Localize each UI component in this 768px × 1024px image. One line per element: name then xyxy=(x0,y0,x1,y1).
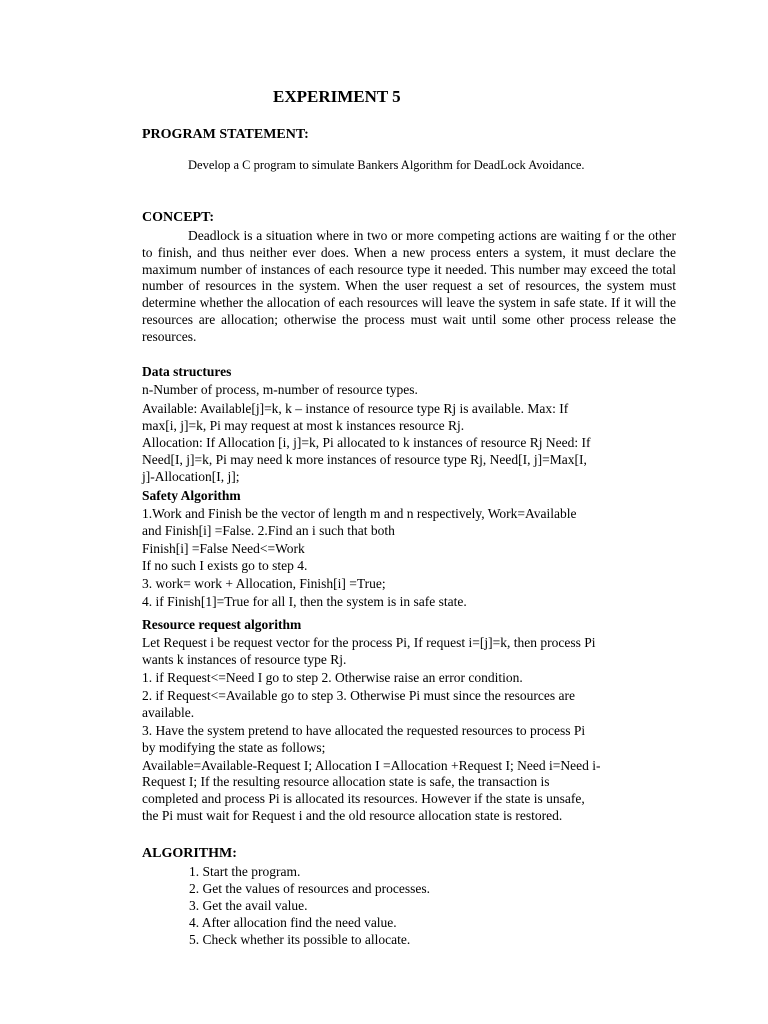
text-line: completed and process Pi is allocated its resources. However if the state is unsafe, xyxy=(142,791,585,807)
text-line: 1. if Request<=Need I go to step 2. Otherwise raise an error condition. xyxy=(142,669,523,685)
text-line: 2. if Request<=Available go to step 3. Otherwise Pi must since the resources are xyxy=(142,688,575,704)
text-line: 4. if Finish[1]=True for all I, then the system is in safe state. xyxy=(142,593,467,609)
algorithm-step: 3. Get the avail value. xyxy=(189,898,308,913)
text-line: 1.Work and Finish be the vector of length m and n respectively, Work=Available xyxy=(142,506,577,521)
concept-paragraph: Deadlock is a situation where in two or more competing actions are waiting f or the other to finish, and thus neither ever does. When a new process enters a system, it must declare the maximum number of instances of each resource type it needed. This number may exceed the total number of resources in the system. When the user request a set of resources, the system must determine whether the allocation of each resources will leave the system in safe state. If it will the resources are allocation; otherwise the process must wait until some other process release the resources. xyxy=(142,228,676,344)
text-line: If no such I exists go to step 4. xyxy=(142,558,308,574)
resource-request-heading: Resource request algorithm xyxy=(142,617,302,632)
algorithm-step: 2. Get the values of resources and processes. xyxy=(189,881,431,896)
text-line: Available: Available[j]=k, k – instance of resource type Rj is available. Max: If xyxy=(142,400,569,416)
resource-request-text xyxy=(142,635,682,825)
algorithm-heading: ALGORITHM: xyxy=(142,846,237,861)
text-line: Available=Available-Request I; Allocation I =Allocation +Request I; Need i=Need i- xyxy=(142,757,601,773)
text-line: Finish[i] =False Need<=Work xyxy=(142,540,305,556)
text-line: by modifying the state as follows; xyxy=(142,739,326,755)
text-line: Let Request i be request vector for the process Pi, If request i=[j]=k, then process Pi xyxy=(142,635,596,650)
text-line: Request I; If the resulting resource allocation state is safe, the transaction is xyxy=(142,774,550,790)
algorithm-step: 5. Check whether its possible to allocate. xyxy=(189,932,411,947)
safety-algorithm-heading: Safety Algorithm xyxy=(142,488,241,503)
data-structures-text xyxy=(142,382,682,486)
algorithm-step: 4. After allocation find the need value. xyxy=(189,915,397,930)
concept-heading: CONCEPT: xyxy=(142,210,215,225)
text-line: n-Number of process, m-number of resource types. xyxy=(142,382,418,397)
algorithm-steps xyxy=(189,863,430,948)
text-line: 3. Have the system pretend to have allocated the requested resources to process Pi xyxy=(142,722,586,738)
text-line: wants k instances of resource type Rj. xyxy=(142,651,347,667)
text-line: j]-Allocation[I, j]; xyxy=(142,468,240,484)
text-line: max[i, j]=k, Pi may request at most k instances resource Rj. xyxy=(142,417,465,433)
algorithm-step: 1. Start the program. xyxy=(189,864,301,879)
text-line: Need[I, j]=k, Pi may need k more instances of resource type Rj, Need[I, j]=Max[I, xyxy=(142,452,587,468)
program-statement-heading: PROGRAM STATEMENT: xyxy=(142,127,309,142)
safety-algorithm-text xyxy=(142,506,682,611)
text-line: the Pi must wait for Request i and the old resource allocation state is restored. xyxy=(142,807,563,823)
text-line: available. xyxy=(142,705,195,721)
text-line: 3. work= work + Allocation, Finish[i] =True; xyxy=(142,576,386,592)
page-title: EXPERIMENT 5 xyxy=(273,87,401,106)
text-line: Allocation: If Allocation [i, j]=k, Pi allocated to k instances of resource Rj Need: If xyxy=(142,435,591,451)
text-line: and Finish[i] =False. 2.Find an i such that both xyxy=(142,522,395,538)
program-statement-text: Develop a C program to simulate Bankers Algorithm for DeadLock Avoidance. xyxy=(188,158,585,172)
data-structures-heading: Data structures xyxy=(142,364,232,379)
